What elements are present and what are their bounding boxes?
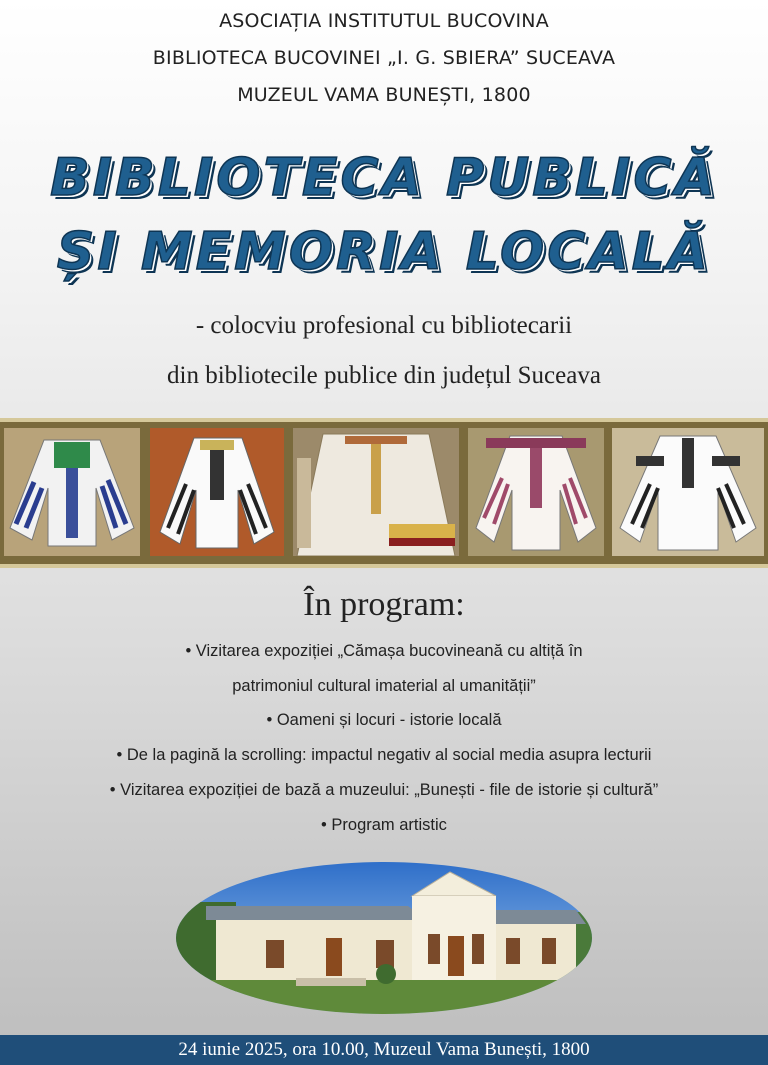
- museum-building-photo: [176, 862, 592, 1014]
- program-item-scrolling: • De la pagină la scrolling: impactul negativ al social media asupra lecturii: [116, 746, 652, 764]
- shirt-image-2: [150, 428, 284, 556]
- subtitle-line-1: - colocviu profesional cu bibliotecarii: [195, 312, 573, 339]
- shirt-image-3: [293, 428, 459, 556]
- program-item-local-history: • Oameni și locuri - istorie locală: [266, 711, 502, 729]
- program-heading: În program:: [303, 586, 465, 623]
- org-line-association: ASOCIAȚIA INSTITUTUL BUCOVINA: [219, 10, 549, 32]
- embroidered-shirts-strip: [0, 418, 768, 568]
- org-line-museum: MUZEUL VAMA BUNEȘTI, 1800: [237, 84, 531, 106]
- program-item-artistic: • Program artistic: [321, 816, 447, 834]
- shirt-image-4: [468, 428, 604, 556]
- footer-date-location: 24 iunie 2025, ora 10.00, Muzeul Vama Bunești, 1800: [0, 1035, 768, 1065]
- title-line-1: BIBLIOTECA PUBLICĂ: [50, 148, 718, 208]
- title-line-2: ȘI MEMORIA LOCALĂ: [56, 222, 712, 282]
- subtitle-line-2: din bibliotecile publice din județul Suceava: [167, 362, 601, 389]
- shirt-image-1: [4, 428, 140, 556]
- program-item-museum-exhibition: • Vizitarea expoziției de bază a muzeului: „Bunești - file de istorie și cultură”: [109, 781, 659, 799]
- program-item-exhibition-shirt: • Vizitarea expoziției „Cămașa bucovineană cu altiță în: [185, 642, 583, 660]
- program-item-exhibition-shirt-cont: patrimoniul cultural imaterial al umanității”: [232, 677, 536, 695]
- org-line-library: BIBLIOTECA BUCOVINEI „I. G. SBIERA” SUCEAVA: [152, 47, 616, 69]
- shirt-image-5: [612, 428, 764, 556]
